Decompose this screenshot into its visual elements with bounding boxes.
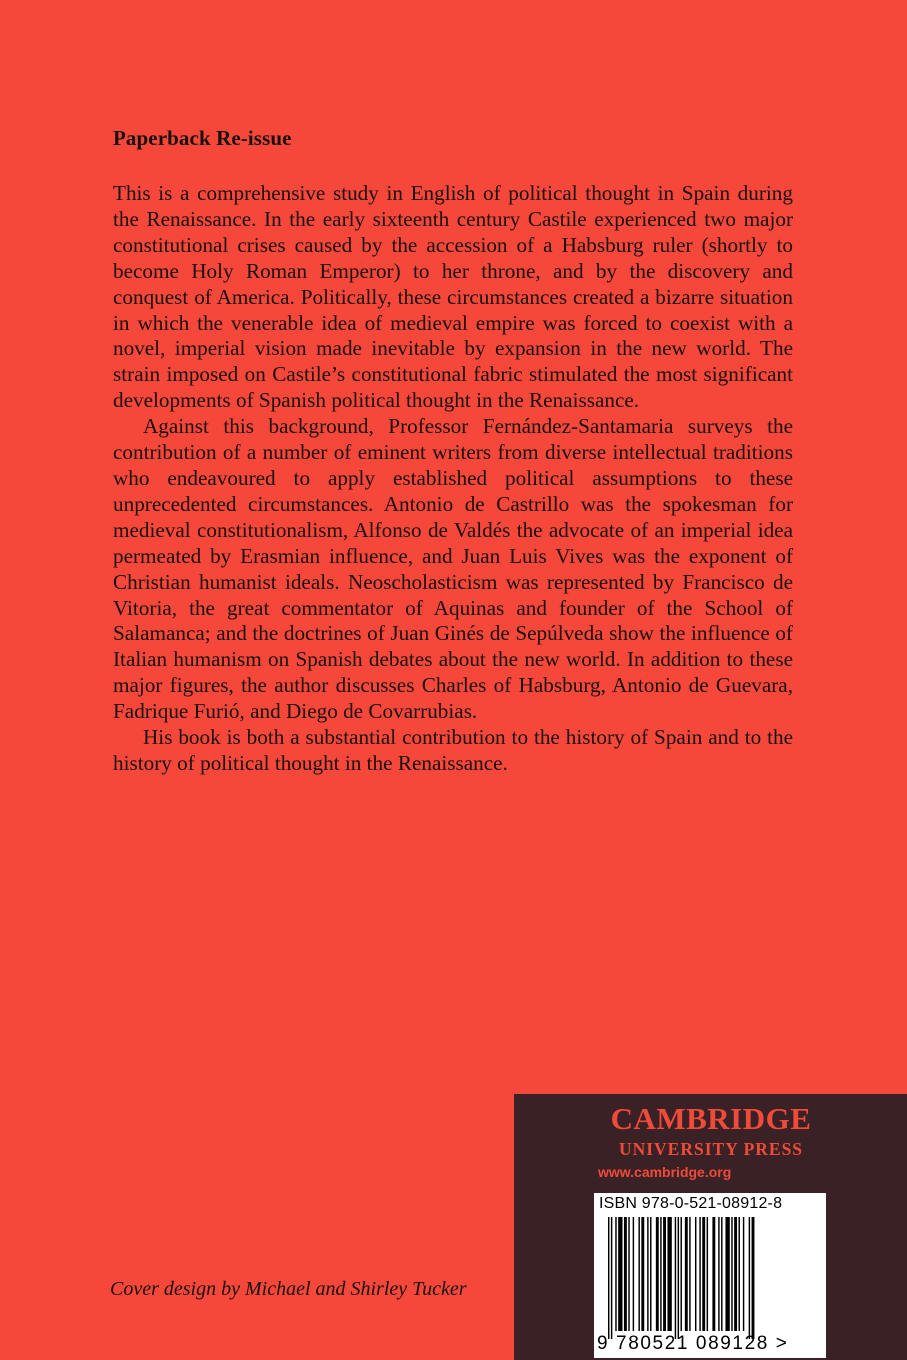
blurb-paragraph: Against this background, Professor Fernández-Santamaria surveys the contribution of a number of eminent writers from diverse intellectual traditions who endeavoured to apply established political assumptions to these unprecedented circumstances. Antonio de Castrillo was the spokesman for medieval constitutionalism, Alfonso de Valdés the advocate of an imperial idea permeated by Erasmian influence, and Juan Luis Vives was the exponent of Christian humanist ideals. Neoscholasticism was represented by Francisco de Vitoria, the great commentator of Aquinas and founder of the School of Salamanca; and the doctrines of Juan Ginés de Sepúlveda show the influence of Italian humanism on Spanish debates about the new world. In addition to these major figures, the author discusses Charles of Habsburg, Antonio de Guevara, Fadrique Furió, and Diego de Covarrubias. — [113, 414, 793, 724]
barcode-bar — [611, 1217, 612, 1339]
barcode-bar — [663, 1217, 666, 1331]
barcode-bar — [641, 1217, 644, 1331]
barcode-bar — [731, 1217, 732, 1331]
blurb — [113, 181, 793, 777]
barcode-bar — [749, 1217, 750, 1339]
barcode-bar — [702, 1217, 705, 1331]
barcode-bar — [752, 1217, 755, 1339]
barcode-bar — [707, 1217, 708, 1331]
barcode-bar — [718, 1217, 719, 1331]
barcode-bar — [633, 1217, 634, 1331]
barcode-bar — [721, 1217, 722, 1331]
barcode-bar — [667, 1217, 671, 1331]
barcode-bar — [638, 1217, 639, 1331]
barcode-bar — [675, 1217, 676, 1339]
barcode-bar — [624, 1217, 627, 1331]
barcode-bar — [743, 1217, 744, 1331]
publisher-url: www.cambridge.org — [598, 1164, 732, 1180]
barcode-bar — [695, 1217, 696, 1331]
barcode-bar — [739, 1217, 740, 1331]
barcode-bar — [681, 1217, 682, 1331]
barcode-bar — [712, 1217, 715, 1331]
barcode-bar — [647, 1217, 648, 1331]
cover-heading: Paperback Re-issue — [113, 126, 292, 150]
barcode-bar — [734, 1217, 737, 1331]
cover-design-credit: Cover design by Michael and Shirley Tucker — [110, 1278, 467, 1300]
isbn-label: ISBN 978-0-521-08912-8 — [599, 1195, 783, 1212]
barcode-bar — [699, 1217, 700, 1331]
barcode-bar — [685, 1217, 688, 1331]
barcode-bar — [628, 1217, 629, 1331]
barcode-bar — [660, 1217, 661, 1331]
barcode-bar — [615, 1217, 616, 1331]
barcode-bar — [650, 1217, 651, 1331]
barcode-bar — [656, 1217, 659, 1331]
blurb-paragraph: His book is both a substantial contribution to the history of Spain and to the history of political thought in the Renaissance. — [113, 725, 793, 775]
barcode-digits: 9 780521 089128 > — [597, 1333, 789, 1354]
publisher-panel — [514, 1094, 907, 1360]
barcode-bar — [678, 1217, 679, 1339]
barcode-bar — [618, 1217, 622, 1331]
barcode-bar — [725, 1217, 729, 1331]
blurb-paragraph: This is a comprehensive study in English of political thought in Spain during the Renaissance. In the early sixteenth century Castile experienced two major constitutional crises caused by the accession of a Habsburg ruler (shortly to become Holy Roman Emperor) to her throne, and by the discovery and conquest of America. Politically, these circumstances created a bizarre situation in which the venerable idea of medieval empire was forced to coexist with a novel, imperial vision made inevitable by expansion in the new world. The strain imposed on Castile’s constitutional fabric stimulated the most significant developments of Spanish political thought in the Renaissance. — [113, 181, 793, 413]
publisher-press: UNIVERSITY PRESS — [618, 1139, 804, 1159]
barcode-bar — [689, 1217, 690, 1331]
barcode-bar — [608, 1217, 609, 1339]
publisher-name: CAMBRIDGE — [610, 1101, 812, 1136]
barcode-box — [594, 1193, 826, 1358]
